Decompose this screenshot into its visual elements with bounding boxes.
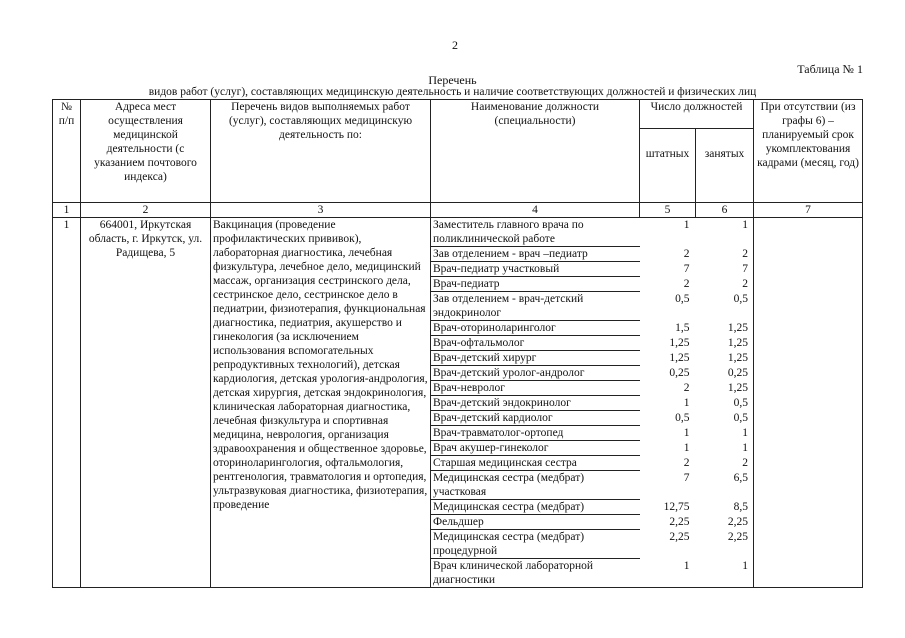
position-filled: 8,5 [696,500,754,515]
position-filled: 1,25 [696,381,754,396]
position-name: Медицинская сестра (медбрат) [431,500,640,515]
position-name: Врач-детский эндокринолог [431,396,640,411]
position-filled: 1 [696,559,754,588]
position-staff: 1 [683,396,690,409]
position-name: Врач-педиатр [431,277,640,292]
position-filled: 2 [696,277,754,292]
position-staff: 1 [683,219,690,231]
position-filled: 1 [696,426,754,441]
header-positions-count: Число должностей [640,100,754,129]
position-name: Зав отделением - врач –педиатр [431,247,640,262]
position-staff: 2 [683,277,690,290]
position-filled: 2,25 [696,515,754,530]
position-name: Медицинская сестра (медбрат) процедурной [431,530,640,559]
position-filled: 1 [696,441,754,456]
position-staff: 2,25 [669,530,690,543]
column-number: 6 [696,203,754,218]
row-number: 1 [53,218,81,588]
header-position: Наименование должности (специальности) [431,100,640,203]
position-filled: 0,5 [696,411,754,426]
column-number: 4 [431,203,640,218]
position-name: Медицинская сестра (медбрат) участковая [431,471,640,500]
position-name: Заместитель главного врача по поликлинической работе [431,218,640,247]
header-number: № п/п [53,100,81,203]
position-name: Врач-оториноларинголог [431,321,640,336]
header-staff: штатных [640,129,696,203]
position-staff: 2 [683,247,690,260]
position-filled: 1,25 [696,321,754,336]
position-staff: 12,75 [663,500,690,513]
position-staff: 2 [683,456,690,469]
position-name: Врач клинической лабораторной диагностики [431,559,640,588]
services-cell: Вакцинация (проведение профилактических прививок), лабораторная диагностика, лечебная физкультура, лечебное дело, медицинский массаж, организация сестринского дела, сестринское дело, сестринское дело в педиатрии, физиотерапия, функциональная диагностика, педиатрия, акушерство и гинекология (за исключением использования вспомогательных репродуктивных технологий), детская кардиология, детская урология-андрология, детская хирургия, детская эндокринология, клиническая лабораторная диагностика, лечебная физкультура и спортивная медицина, неврология, организация здравоохранения и общественное здоровье, оториноларингология, офтальмология, рентгенология, травматология и ортопедия, ультразвуковая диагностика, физиотерапия, проведение [211,218,431,588]
position-staff: 0,5 [675,292,690,305]
header-filled: занятых [696,129,754,203]
position-filled: 0,5 [696,292,754,321]
position-filled: 2,25 [696,530,754,559]
header-services: Перечень видов выполняемых работ (услуг), составляющих медицинскую деятельность по: [211,100,431,203]
position-filled: 2 [696,456,754,471]
position-name: Врач-детский хирург [431,351,640,366]
position-staff: 1,5 [675,321,690,334]
position-staff: 1,25 [669,351,690,364]
position-filled: 0,5 [696,396,754,411]
position-staff: 7 [683,262,690,275]
position-name: Фельдшер [431,515,640,530]
column-number: 1 [53,203,81,218]
position-staff: 2,25 [669,515,690,528]
position-name: Врач-невролог [431,381,640,396]
table-label: Таблица № 1 [797,62,863,76]
position-name: Зав отделением - врач-детский эндокринолог [431,292,640,321]
address-cell: 664001, Иркутская область, г. Иркутск, ул. Радищева, 5 [81,218,211,588]
position-name: Врач-детский уролог-андролог [431,366,640,381]
column-number: 3 [211,203,431,218]
header-address: Адреса мест осуществления медицинской деятельности (с указанием почтового индекса) [81,100,211,203]
position-staff: 2 [683,381,690,394]
position-staff: 1,25 [669,336,690,349]
planned-date-cell [754,218,863,588]
position-staff: 0,5 [675,411,690,424]
position-filled: 2 [696,247,754,262]
position-name: Старшая медицинская сестра [431,456,640,471]
position-filled: 7 [696,262,754,277]
position-staff: 1 [683,441,690,454]
position-name: Врач-офтальмолог [431,336,640,351]
position-name: Врач-детский кардиолог [431,411,640,426]
position-filled: 1,25 [696,336,754,351]
column-number: 5 [640,203,696,218]
position-filled: 1 [696,218,754,247]
position-staff: 7 [683,471,690,484]
position-name: Врач-травматолог-ортопед [431,426,640,441]
position-staff: 1 [683,426,690,439]
document-title: Перечень [428,73,477,87]
position-staff: 0,25 [669,366,690,379]
header-planned-date: При отсутствии (из графы 6) – планируемый срок укомплектования кадрами (месяц, год) [754,100,863,203]
position-name: Врач акушер-гинеколог [431,441,640,456]
document-subtitle: видов работ (услуг), составляющих медицинскую деятельность и наличие соответствующих должностей и физических лиц [148,86,757,98]
column-number: 7 [754,203,863,218]
position-filled: 6,5 [696,471,754,500]
staffing-table [52,99,863,588]
position-filled: 1,25 [696,351,754,366]
position-filled: 0,25 [696,366,754,381]
position-name: Врач-педиатр участковый [431,262,640,277]
position-staff: 1 [640,559,696,588]
column-number: 2 [81,203,211,218]
page-number: 2 [452,38,458,52]
